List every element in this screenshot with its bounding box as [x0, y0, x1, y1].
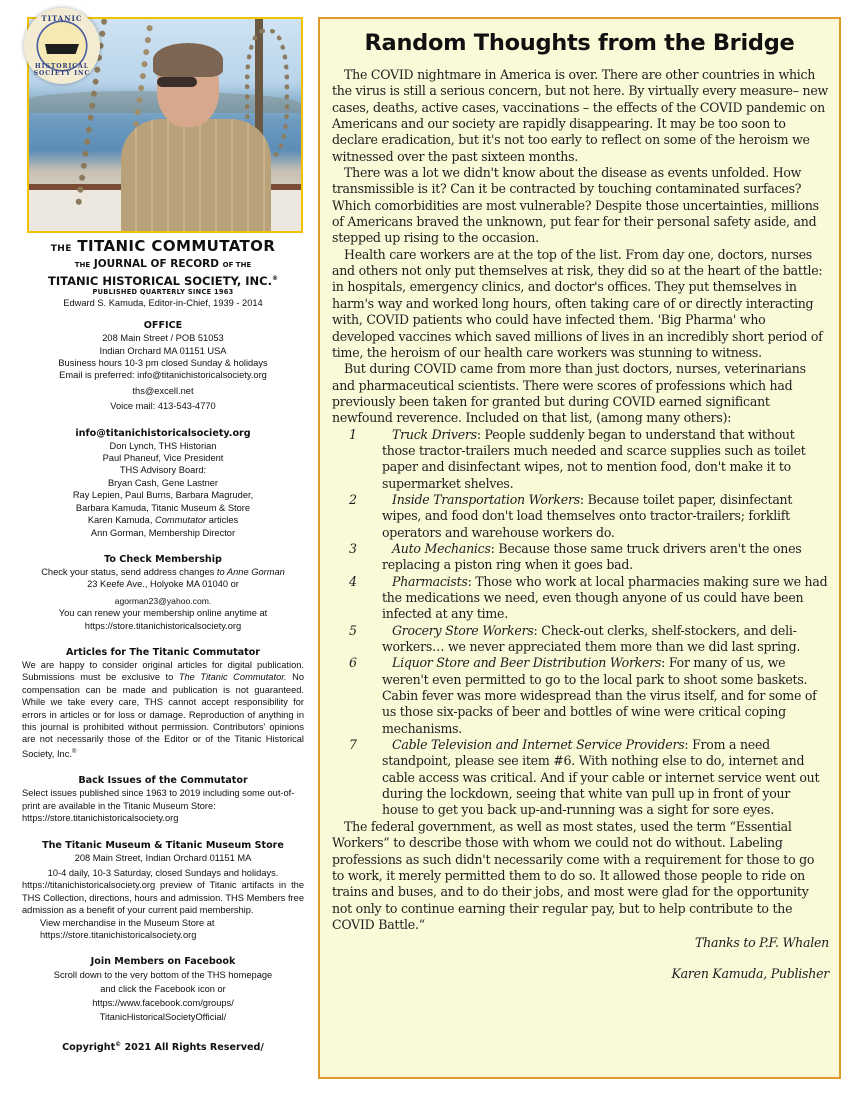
office-heading: OFFICE	[143, 320, 183, 332]
staff-line: Don Lynch, THS Historian	[109, 440, 217, 451]
office-voice-mail: Voice mail: 413-543-4770	[110, 401, 216, 412]
copyright-label: Copyright	[62, 1042, 116, 1054]
article-closing: The federal government, as well as most states, used the term “Essential Workers” to describe those with whom we could not do without. Labeling professions as such didn't necessarily come with a requirement for those to go to work, it merely permitted them to do so. It allowed those people to ride on trains and buses, and to do their jobs, and most were glad for the opportunity not only to continue earning their regular pay, but to help contribute to the COVID Battle.“	[332, 818, 815, 932]
staff-line: Barbara Kamuda, Titanic Museum & Store	[75, 502, 251, 513]
staff-karen-name: Karen Kamuda,	[87, 515, 155, 526]
list-number: 2	[349, 491, 357, 507]
masthead-the: THE	[50, 244, 72, 254]
office-line: Indian Orchard MA 01151 USA	[99, 345, 227, 356]
staff-karen-role: articles	[206, 515, 239, 526]
list-item-text: : Those who work at local pharmacies making sure we had the medications we need, even though anyone of us could have been infected at any time.	[382, 573, 828, 622]
essential-workers-list	[332, 427, 829, 819]
list-number: 4	[349, 573, 357, 589]
list-item-lead: Inside Transportation Workers	[392, 491, 580, 507]
masthead-society-name: TITANIC HISTORICAL SOCIETY, INC.	[48, 273, 272, 288]
article-signature: Karen Kamuda, Publisher	[671, 965, 829, 981]
seal-top-text: TITANIC	[41, 14, 83, 23]
seal-bottom-text: HISTORICAL SOCIETY INC	[33, 63, 91, 77]
sidebar	[22, 234, 304, 1055]
staff-line: THS Advisory Board:	[119, 465, 207, 476]
articles-text-a: We are happy to consider original articles for digital publication. Submissions must be exclusive to	[22, 659, 304, 683]
article-body	[332, 67, 829, 982]
masthead-published: PUBLISHED QUARTERLY SINCE 1963	[92, 287, 234, 296]
staff-line: Ray Lepien, Paul Burns, Barbara Magruder,	[72, 490, 254, 501]
masthead-journal-ofthe: OF THE	[222, 261, 252, 269]
list-item	[332, 737, 829, 819]
staff-line: Bryan Cash, Gene Lastner	[107, 477, 219, 488]
ship-icon	[45, 44, 79, 54]
list-item-lead: Cable Television and Internet Service Providers	[392, 737, 685, 753]
list-item	[332, 541, 829, 574]
list-number: 7	[349, 737, 357, 753]
list-number: 5	[349, 622, 357, 638]
list-item-lead: Liquor Store and Beer Distribution Workers	[392, 655, 662, 671]
membership-line	[22, 566, 304, 578]
masthead-journal-line	[22, 258, 304, 272]
article-paragraph: Health care workers are at the top of the list. From day one, doctors, nurses and others not only put themselves at risk, they did so at the heart of the battle: in hospitals, emergency clinics, and doctor's offices. They put themselves in harm's way and worked long hours, often taking care of or directly interacting with, COVID patients who could have infected them. 'Big Pharma' who developed vaccines which saved millions of lives in an incredibly short period of time, the heroism of our health care workers was stunning to witness.	[332, 246, 823, 360]
back-issues-text: Select issues published since 1963 to 2019 including some out-of-print are available in the Titanic Museum Store: https://store.titanichistoricalsociety.org	[22, 788, 295, 824]
article-paragraph: But during COVID came from more than just doctors, nurses, veterinarians and pharmaceutical scientists. There were scores of professions which had previously been taken for granted but during COVID earned significant newfound reverence. Included on that list, (among many others):	[332, 361, 806, 426]
masthead-title	[22, 237, 304, 258]
articles-text	[22, 659, 304, 760]
articles-text-b: No compensation can be made and publication is not guaranteed. While we take every care, THS cannot accept responsibility for errors in articles or for loss or damage. Reproduction of anything in this journal is prohibited without permission. Contributors' opinions are not necessarily those of the Editor or of the Titanic Historical Society, Inc.	[22, 672, 304, 759]
list-number: 3	[349, 540, 357, 556]
museum-text: https://titanichistoricalsociety.org preview of Titanic artifacts in the THS Collection, directions, hours and admission. THS Members free admission as a benefit of your current paid membership.	[22, 880, 304, 916]
facebook-line: Scroll down to the very bottom of the THS homepage	[53, 970, 273, 981]
articles-publication: The Titanic Commutator.	[178, 672, 287, 683]
facebook-heading: Join Members on Facebook	[90, 956, 236, 968]
photo-person-sunglasses	[157, 77, 197, 87]
copyright-text: 2021 All Rights Reserved/	[121, 1042, 264, 1054]
list-item-text: : Check-out clerks, shelf-stockers, and deli-workers… we never appreciated them more than we did last spring.	[382, 622, 801, 655]
list-item	[332, 574, 829, 623]
registered-mark: ®	[71, 748, 77, 755]
staff-line: Ann Gorman, Membership Director	[90, 527, 236, 538]
list-item-text: : Because toilet paper, disinfectant wipes, and food don't load themselves onto tractor-trailers; forklift operators and warehouse workers do.	[382, 491, 793, 540]
museum-store-link[interactable]: https://store.titanichistoricalsociety.org	[40, 929, 197, 940]
membership-address: 23 Keefe Ave., Holyoke MA 01040 or	[87, 579, 239, 590]
back-issues-heading: Back Issues of the Commutator	[78, 775, 248, 787]
membership-email-link[interactable]: agorman23@yahoo.com.	[114, 595, 212, 606]
membership-renew: You can renew your membership online anytime at	[58, 608, 268, 619]
registered-mark: ®	[271, 275, 278, 282]
list-number: 6	[349, 655, 357, 671]
article-paragraph: There was a lot we didn't know about the disease as events unfolded. How transmissible is it? Can it be contracted by touching contaminated surfaces? Which comorbidities are most vulnerable? Despite those uncertainties, millions of Americans braved the unknown, put fear for their personal safety aside, and stepped up rising to the occasion.	[332, 165, 819, 246]
photo-person-hair	[153, 43, 223, 77]
copyright	[22, 1038, 304, 1054]
masthead-society	[22, 272, 304, 288]
list-item-lead: Pharmacists	[392, 573, 468, 589]
staff-karen-publication: Commutator	[155, 515, 207, 526]
list-item	[332, 655, 829, 737]
article-box	[318, 17, 841, 1079]
list-item-lead: Truck Drivers	[392, 426, 477, 442]
list-number: 1	[349, 426, 357, 442]
masthead-title-text: TITANIC COMMUTATOR	[77, 237, 276, 255]
article-title: Random Thoughts from the Bridge	[364, 30, 795, 56]
photo-person-shirt	[121, 119, 271, 233]
museum-merch: View merchandise in the Museum Store at	[40, 917, 215, 928]
list-item-text: : Because those same truck drivers aren't the ones replacing a piston ring when it goes bad.	[382, 540, 802, 573]
article-thanks: Thanks to P.F. Whalen	[695, 935, 829, 951]
society-seal-logo	[24, 8, 100, 84]
staff-line-karen	[22, 514, 304, 526]
list-item-lead: Auto Mechanics	[392, 540, 491, 556]
masthead-editor: Edward S. Kamuda, Editor-in-Chief, 1939 - 2014	[63, 297, 263, 308]
staff-email-link[interactable]: info@titanichistoricalsociety.org	[75, 427, 251, 439]
office-line: 208 Main Street / POB 51053	[102, 333, 224, 344]
museum-heading: The Titanic Museum & Titanic Museum Store	[42, 839, 284, 851]
membership-store-link[interactable]: https://store.titanichistoricalsociety.org	[84, 620, 242, 631]
copyright-symbol: ©	[115, 1041, 122, 1049]
membership-line1: Check your status, send address changes	[41, 566, 217, 577]
facebook-link[interactable]: TitanicHistoricalSocietyOfficial/	[99, 1012, 227, 1023]
article-paragraph: The COVID nightmare in America is over. There are other countries in which the virus is still a serious concern, but not here. By virtually every measure– new cases, deaths, active cases, vaccinations – the effects of the COVID pandemic on Americans and our society are rapidly disappearing. It may be too soon to declare eradication, but it's not too early to reflect on some of the heroism we witnessed over the past sixteen months.	[332, 67, 828, 164]
office-email-link[interactable]: Email is preferred: info@titanichistoricalsociety.org	[59, 370, 267, 381]
list-item-lead: Grocery Store Workers	[392, 622, 534, 638]
list-item-text: : For many of us, we weren't even permitted to go to the local park to shoot some baskets. Cabin fever was more widespread than the virus itself, and for some of us those six-packs of beer and bottles of wine were critical coping mechanisms.	[382, 655, 817, 736]
list-item-text: : People suddenly began to understand that without those tractor-trailers much needed and scarce supplies such as toilet paper and disinfectant wipes, not to mention food, don't make it to supermarket shelves.	[382, 426, 806, 491]
museum-hours: 10-4 daily, 10-3 Saturday, closed Sundays and holidays.	[47, 867, 279, 878]
facebook-line: and click the Facebook icon or	[100, 984, 226, 995]
membership-contact: to Anne Gorman	[216, 566, 285, 577]
facebook-link[interactable]: https://www.facebook.com/groups/	[92, 998, 234, 1009]
staff-line: Paul Phaneuf, Vice President	[102, 453, 224, 464]
museum-address: 208 Main Street, Indian Orchard 01151 MA	[74, 852, 252, 863]
masthead-journal-prefix: THE	[74, 261, 91, 269]
list-item	[332, 492, 829, 541]
masthead-journal-record: JOURNAL OF RECORD	[93, 258, 219, 270]
office-email2-link[interactable]: ths@excell.net	[132, 385, 194, 396]
membership-heading: To Check Membership	[104, 553, 222, 565]
list-item	[332, 427, 829, 492]
list-item-text: : From a need standpoint, please see item #6. With nothing else to do, internet and cable access was critical. And if your cable or internet service went out during the lockdown, seeing that white van pull up in front of your house to get you back up-and-running was a sight for sore eyes.	[382, 737, 820, 818]
office-line: Business hours 10-3 pm closed Sunday & holidays	[58, 358, 268, 369]
articles-heading: Articles for The Titanic Commutator	[65, 646, 261, 658]
list-item	[332, 623, 829, 656]
